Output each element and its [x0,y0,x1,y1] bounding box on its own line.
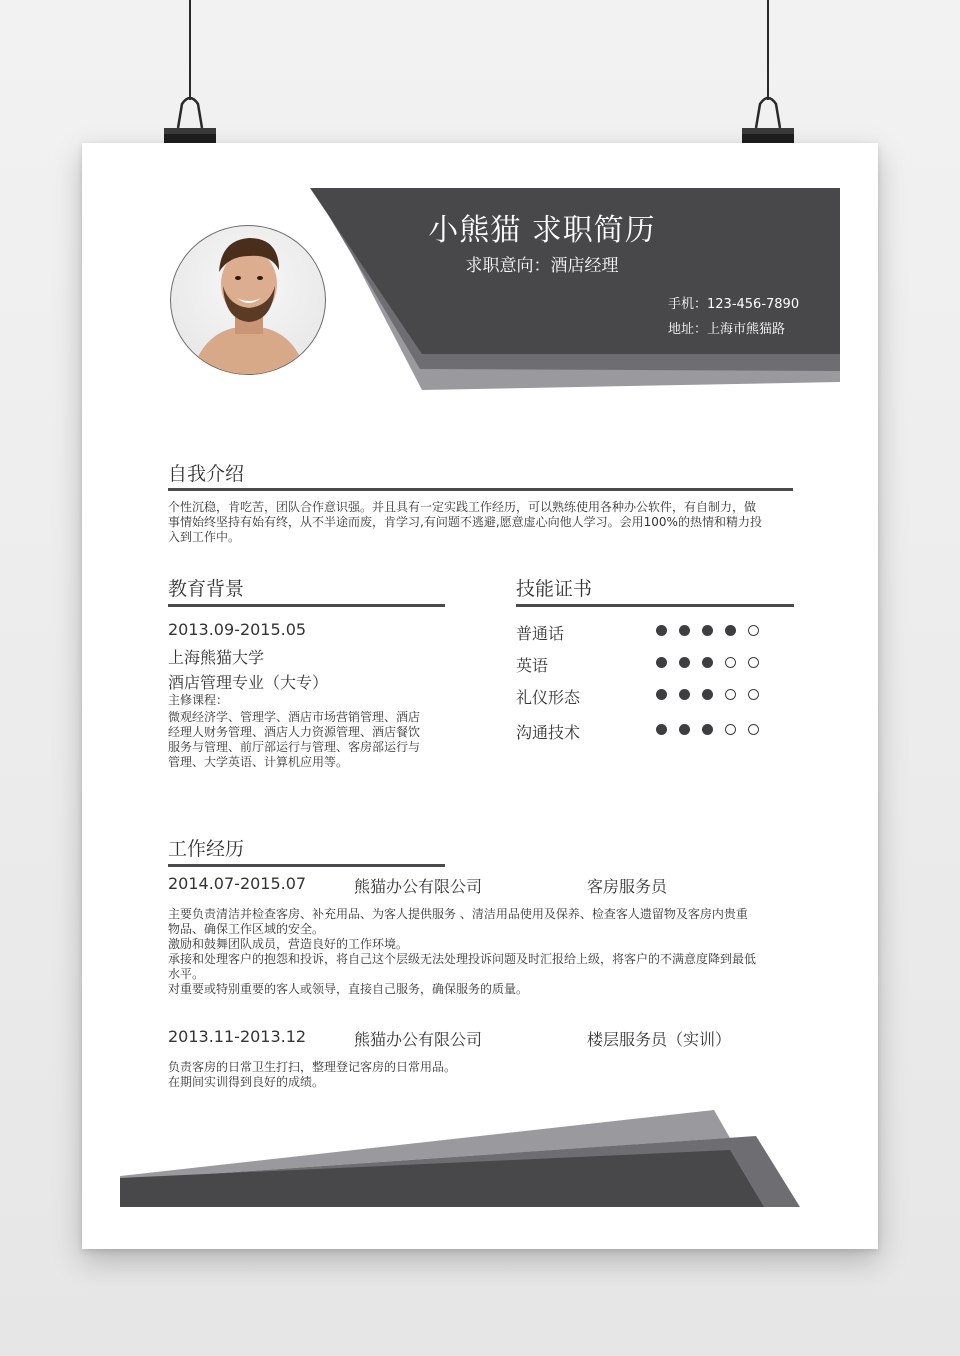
section-divider [168,864,445,867]
rating-dot-filled-icon [656,724,667,735]
contact-phone: 手机：123-456-7890 [668,297,800,312]
rating-dot-filled-icon [656,689,667,700]
text-line: 事情始终坚持有始有终，从不半途而废，肯学习,有问题不逃避,愿意虚心向他人学习。会用100%的热情和精力投 [168,515,762,529]
education-school: 上海熊猫大学 [168,648,265,667]
section-divider [168,604,445,607]
section-title-skills: 技能证书 [516,578,593,600]
rating-dot-empty-icon [725,689,736,700]
text-line: 负责客房的日常卫生打扫，整理登记客房的日常用品。 [168,1060,457,1074]
job-period: 2013.11-2013.12 [168,1027,307,1046]
rating-dot-empty-icon [748,625,759,636]
section-divider [168,488,793,491]
rating-dot-filled-icon [702,689,713,700]
rating-dot-filled-icon [679,724,690,735]
job-intent: 求职意向：酒店经理 [465,256,619,276]
skill-rating [656,657,759,668]
avatar [170,225,326,375]
job-position: 楼层服务员（实训） [587,1030,732,1049]
text-line: 物品、确保工作区域的安全。 [168,922,325,936]
text-line: 微观经济学、管理学、酒店市场营销管理、酒店 [168,710,421,724]
rating-dot-filled-icon [725,625,736,636]
contact-address: 地址：上海市熊猫路 [668,322,786,337]
rating-dot-filled-icon [702,625,713,636]
skill-name: 礼仪形态 [516,688,581,707]
rating-dot-filled-icon [656,657,667,668]
skill-row [516,685,766,707]
text-line: 在期间实训得到良好的成绩。 [168,1075,325,1089]
section-title-self-intro: 自我介绍 [168,463,245,485]
skill-name: 英语 [516,656,549,675]
rating-dot-empty-icon [748,689,759,700]
rating-dot-empty-icon [748,724,759,735]
job-position: 客房服务员 [587,877,668,896]
text-line: 经理人财务管理、酒店人力资源管理、酒店餐饮 [168,725,421,739]
rating-dot-filled-icon [679,625,690,636]
skill-name: 普通话 [516,624,565,643]
rating-dot-empty-icon [748,657,759,668]
job-company: 熊猫办公有限公司 [354,1030,483,1049]
skill-rating [656,724,759,735]
skill-row [516,621,766,643]
job-period: 2014.07-2015.07 [168,874,307,893]
resume-sheet [82,143,878,1249]
skill-rating [656,689,759,700]
job-company: 熊猫办公有限公司 [354,877,483,896]
rating-dot-empty-icon [725,724,736,735]
text-line: 个性沉稳，肯吃苦，团队合作意识强。并且具有一定实践工作经历，可以熟练使用各种办公软件，有自制力，做 [168,500,757,514]
job-description [168,907,808,997]
education-period: 2013.09-2015.05 [168,620,307,639]
skill-name: 沟通技术 [516,723,581,742]
rating-dot-empty-icon [725,657,736,668]
section-title-work: 工作经历 [168,838,245,860]
text-line: 管理、大学英语、计算机应用等。 [168,755,349,769]
courses-list [168,710,458,770]
text-line: 水平。 [168,967,205,981]
resume-title: 小熊猫 求职简历 [428,213,656,248]
skill-rating [656,625,759,636]
job-description [168,1060,808,1090]
text-line: 激励和鼓舞团队成员，营造良好的工作环境。 [168,937,409,951]
text-line: 承接和处理客户的抱怨和投诉，将自己这个层级无法处理投诉问题及时汇报给上级，将客户的不满意度降到最低 [168,952,757,966]
skill-row [516,720,766,742]
self-intro-text [168,500,808,545]
person-photo-icon [171,226,326,375]
courses-label: 主修课程： [168,693,229,707]
education-major: 酒店管理专业（大专） [168,673,329,692]
footer-banner [82,1098,878,1218]
rating-dot-filled-icon [679,657,690,668]
text-line: 主要负责清洁并检查客房、补充用品、为客人提供服务 、清洁用品使用及保养、检查客人遗留物及客房内贵重 [168,907,748,921]
rating-dot-filled-icon [702,724,713,735]
text-line: 对重要或特别重要的客人或领导，直接自己服务，确保服务的质量。 [168,982,529,996]
text-line: 服务与管理、前厅部运行与管理、客房部运行与 [168,740,421,754]
rating-dot-filled-icon [702,657,713,668]
rating-dot-filled-icon [679,689,690,700]
skill-row [516,653,766,675]
text-line: 入到工作中。 [168,530,241,544]
section-title-education: 教育背景 [168,578,245,600]
rating-dot-filled-icon [656,625,667,636]
section-divider [516,604,794,607]
